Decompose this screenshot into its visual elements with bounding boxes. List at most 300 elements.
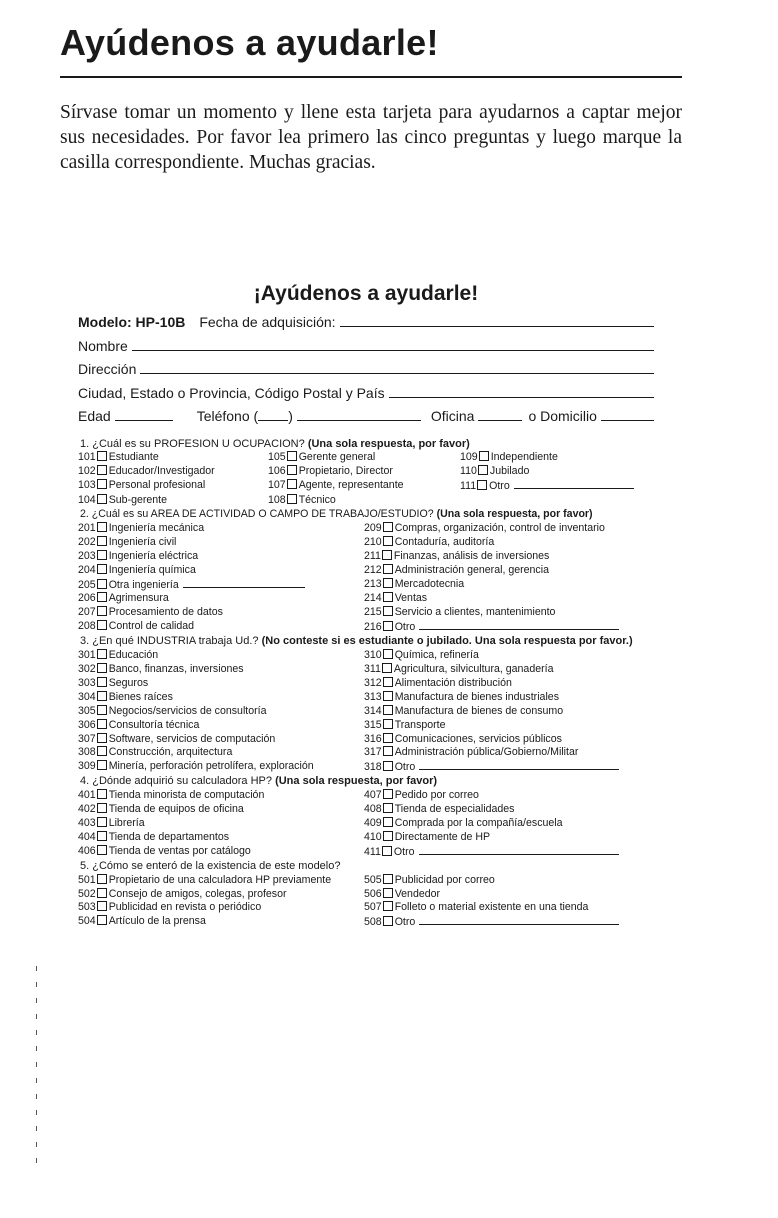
option-code: 212 bbox=[364, 563, 382, 576]
option-item[interactable] bbox=[78, 620, 364, 635]
other-field[interactable] bbox=[514, 479, 634, 489]
option-label: Otro bbox=[394, 916, 416, 929]
option-item[interactable] bbox=[78, 677, 364, 691]
checkbox[interactable] bbox=[97, 620, 107, 630]
option-label: Vendedor bbox=[394, 887, 441, 900]
checkbox[interactable] bbox=[383, 901, 393, 911]
area-code-field[interactable] bbox=[258, 408, 288, 421]
option-label: Otro bbox=[394, 761, 416, 774]
option-code: 315 bbox=[364, 718, 382, 731]
option-label: Ingeniería química bbox=[108, 563, 196, 576]
option-code: 211 bbox=[364, 549, 381, 562]
option-label: Manufactura de bienes industriales bbox=[394, 690, 559, 703]
perforation-mark bbox=[36, 1046, 37, 1051]
option-item[interactable] bbox=[364, 901, 654, 915]
option-code: 401 bbox=[78, 789, 96, 802]
option-item[interactable] bbox=[78, 888, 364, 902]
option-code: 503 bbox=[78, 901, 96, 914]
perforation-mark bbox=[36, 1030, 37, 1035]
question-3-text bbox=[78, 635, 654, 649]
option-item[interactable] bbox=[78, 803, 364, 817]
option-item[interactable] bbox=[78, 663, 364, 677]
option-label: Pedido por correo bbox=[394, 789, 479, 802]
question-text: 2. ¿Cuál es su AREA DE ACTIVIDAD O CAMPO DE TRABAJO/ESTUDIO? bbox=[80, 508, 434, 521]
option-label: Tienda de departamentos bbox=[108, 830, 230, 843]
option-code: 213 bbox=[364, 577, 382, 590]
checkbox[interactable] bbox=[97, 746, 107, 756]
checkbox[interactable] bbox=[97, 465, 107, 475]
question-3-options bbox=[78, 649, 654, 775]
card-title: ¡Ayúdenos a ayudarle! bbox=[253, 282, 479, 305]
option-item[interactable] bbox=[78, 592, 364, 606]
checkbox[interactable] bbox=[383, 592, 393, 602]
checkbox[interactable] bbox=[383, 621, 393, 631]
option-label: Agente, representante bbox=[298, 479, 404, 492]
checkbox[interactable] bbox=[97, 479, 107, 489]
option-item[interactable] bbox=[78, 536, 364, 550]
checkbox[interactable] bbox=[97, 451, 107, 461]
checkbox[interactable] bbox=[97, 845, 107, 855]
option-item[interactable] bbox=[78, 817, 364, 831]
option-label: Seguros bbox=[108, 676, 149, 689]
checkbox[interactable] bbox=[97, 803, 107, 813]
purchase-date-field[interactable] bbox=[340, 314, 654, 327]
checkbox[interactable] bbox=[477, 480, 487, 490]
option-code: 208 bbox=[78, 620, 96, 633]
option-item[interactable] bbox=[364, 719, 654, 733]
home-field[interactable] bbox=[601, 408, 654, 421]
survey-card bbox=[78, 282, 654, 930]
option-item[interactable] bbox=[364, 578, 654, 593]
option-item[interactable] bbox=[78, 578, 364, 593]
name-field[interactable] bbox=[132, 338, 654, 351]
option-code: 318 bbox=[364, 761, 382, 774]
option-item[interactable] bbox=[78, 550, 364, 564]
option-label: Administración pública/Gobierno/Militar bbox=[394, 746, 579, 759]
option-code: 407 bbox=[364, 789, 382, 802]
option-item[interactable] bbox=[78, 746, 364, 760]
city-line bbox=[78, 385, 654, 409]
option-item[interactable] bbox=[78, 705, 364, 719]
question-4-options bbox=[78, 789, 654, 860]
checkbox[interactable] bbox=[383, 874, 393, 884]
option-code: 205 bbox=[78, 578, 96, 591]
checkbox[interactable] bbox=[383, 564, 393, 574]
other-field[interactable] bbox=[419, 620, 619, 630]
option-code: 316 bbox=[364, 732, 382, 745]
option-item[interactable] bbox=[78, 606, 364, 620]
checkbox[interactable] bbox=[383, 691, 393, 701]
option-item[interactable] bbox=[364, 663, 654, 677]
option-code: 203 bbox=[78, 549, 96, 562]
option-item[interactable] bbox=[364, 536, 654, 550]
question-text: 5. ¿Cómo se enteró de la existencia de este modelo? bbox=[80, 859, 341, 872]
checkbox[interactable] bbox=[97, 649, 107, 659]
option-label: Directamente de HP bbox=[394, 830, 491, 843]
option-code: 306 bbox=[78, 718, 96, 731]
option-code: 303 bbox=[78, 676, 96, 689]
checkbox[interactable] bbox=[382, 663, 392, 673]
question-2 bbox=[78, 508, 654, 635]
option-code: 107 bbox=[268, 479, 286, 492]
option-code: 305 bbox=[78, 704, 96, 717]
option-label: Transporte bbox=[394, 718, 446, 731]
question-note: (Una sola respuesta, por favor) bbox=[436, 508, 593, 521]
option-item[interactable] bbox=[78, 451, 268, 465]
option-code: 311 bbox=[364, 663, 381, 675]
option-code: 505 bbox=[364, 873, 382, 886]
option-item[interactable] bbox=[78, 901, 364, 915]
option-label: Ingeniería civil bbox=[108, 535, 177, 548]
question-5-options bbox=[78, 874, 654, 931]
option-label: Procesamiento de datos bbox=[108, 606, 223, 619]
option-item[interactable] bbox=[364, 746, 654, 760]
option-label: Propietario de una calculadora HP previamente bbox=[108, 873, 332, 886]
checkbox[interactable] bbox=[383, 677, 393, 687]
checkbox[interactable] bbox=[478, 465, 488, 475]
option-item[interactable] bbox=[364, 705, 654, 719]
option-label: Tienda minorista de computación bbox=[108, 789, 265, 802]
option-label: Otro bbox=[489, 480, 510, 493]
purchase-date-label: Fecha de adquisición: bbox=[199, 314, 336, 330]
option-code: 209 bbox=[364, 521, 382, 534]
option-label: Publicidad por correo bbox=[394, 873, 495, 886]
checkbox[interactable] bbox=[383, 649, 393, 659]
option-code: 404 bbox=[78, 830, 96, 843]
checkbox[interactable] bbox=[383, 817, 393, 827]
option-item[interactable] bbox=[78, 691, 364, 705]
checkbox[interactable] bbox=[97, 719, 107, 729]
option-label: Otro bbox=[394, 621, 416, 634]
option-item[interactable] bbox=[364, 888, 654, 902]
question-1-text bbox=[78, 438, 654, 452]
option-item[interactable] bbox=[364, 606, 654, 620]
option-code: 108 bbox=[268, 494, 286, 507]
option-label: Librería bbox=[108, 816, 145, 829]
option-item[interactable] bbox=[364, 550, 654, 564]
checkbox[interactable] bbox=[383, 831, 393, 841]
checkbox[interactable] bbox=[383, 536, 393, 546]
option-code: 201 bbox=[78, 521, 96, 534]
option-item[interactable] bbox=[78, 522, 364, 536]
phone-field[interactable] bbox=[297, 408, 421, 421]
option-item[interactable] bbox=[78, 874, 364, 888]
option-label: Ingeniería eléctrica bbox=[108, 549, 199, 562]
option-label: Educación bbox=[108, 649, 159, 662]
checkbox[interactable] bbox=[97, 550, 107, 560]
option-label: Administración general, gerencia bbox=[394, 563, 549, 576]
option-item[interactable] bbox=[78, 733, 364, 747]
option-item[interactable] bbox=[78, 760, 364, 775]
option-label: Consultoría técnica bbox=[108, 718, 200, 731]
option-label: Compras, organización, control de inventario bbox=[394, 521, 605, 534]
option-code: 111 bbox=[460, 480, 477, 493]
option-label: Comprada por la compañía/escuela bbox=[394, 816, 563, 829]
option-label: Folleto o material existente en una tienda bbox=[394, 901, 589, 914]
option-item[interactable] bbox=[364, 592, 654, 606]
option-item[interactable] bbox=[78, 845, 364, 860]
option-item[interactable] bbox=[364, 803, 654, 817]
option-item[interactable] bbox=[364, 845, 654, 860]
option-code: 308 bbox=[78, 746, 96, 759]
option-code: 317 bbox=[364, 746, 382, 759]
checkbox[interactable] bbox=[382, 846, 392, 856]
checkbox[interactable] bbox=[383, 733, 393, 743]
option-item[interactable] bbox=[78, 789, 364, 803]
contact-line bbox=[78, 408, 654, 432]
question-text: 1. ¿Cuál es su PROFESION U OCUPACION? bbox=[80, 437, 305, 450]
option-item[interactable] bbox=[78, 564, 364, 578]
checkbox[interactable] bbox=[287, 451, 297, 461]
option-label: Publicidad en revista o periódico bbox=[108, 901, 262, 914]
checkbox[interactable] bbox=[97, 606, 107, 616]
model-label: Modelo: HP-10B bbox=[78, 314, 186, 330]
question-2-text bbox=[78, 508, 654, 522]
office-field[interactable] bbox=[478, 408, 522, 421]
checkbox[interactable] bbox=[97, 522, 107, 532]
checkbox[interactable] bbox=[97, 663, 107, 673]
checkbox[interactable] bbox=[97, 494, 107, 504]
option-code: 202 bbox=[78, 535, 96, 548]
option-code: 406 bbox=[78, 844, 96, 857]
option-item[interactable] bbox=[268, 479, 460, 494]
address-field[interactable] bbox=[140, 361, 654, 374]
name-line bbox=[78, 338, 654, 362]
option-code: 411 bbox=[364, 845, 381, 858]
option-item[interactable] bbox=[78, 915, 364, 930]
checkbox[interactable] bbox=[97, 677, 107, 687]
checkbox[interactable] bbox=[383, 789, 393, 799]
option-label: Software, servicios de computación bbox=[108, 732, 276, 745]
option-item[interactable] bbox=[364, 691, 654, 705]
option-item[interactable] bbox=[78, 465, 268, 479]
option-label: Comunicaciones, servicios públicos bbox=[394, 732, 562, 745]
checkbox[interactable] bbox=[97, 592, 107, 602]
checkbox[interactable] bbox=[97, 733, 107, 743]
option-code: 310 bbox=[364, 649, 382, 662]
question-2-options bbox=[78, 522, 654, 635]
option-label: Servicio a clientes, mantenimiento bbox=[394, 606, 556, 619]
option-item[interactable] bbox=[364, 831, 654, 845]
option-code: 506 bbox=[364, 887, 382, 900]
option-item[interactable] bbox=[364, 677, 654, 691]
option-item[interactable] bbox=[460, 465, 654, 479]
other-field[interactable] bbox=[419, 760, 619, 770]
perforation-mark bbox=[36, 982, 37, 987]
age-label: Edad bbox=[78, 408, 111, 424]
option-code: 206 bbox=[78, 592, 96, 605]
perforation-mark bbox=[36, 1110, 37, 1115]
checkbox[interactable] bbox=[383, 719, 393, 729]
option-label: Otra ingeniería bbox=[108, 578, 179, 591]
home-label: o Domicilio bbox=[528, 408, 597, 424]
option-item[interactable] bbox=[460, 479, 654, 494]
checkbox[interactable] bbox=[97, 579, 107, 589]
checkbox[interactable] bbox=[97, 536, 107, 546]
option-label: Construcción, arquitectura bbox=[108, 746, 233, 759]
option-code: 501 bbox=[78, 873, 96, 886]
checkbox[interactable] bbox=[383, 705, 393, 715]
option-code: 313 bbox=[364, 690, 382, 703]
other-field[interactable] bbox=[183, 578, 305, 588]
question-4 bbox=[78, 775, 654, 859]
option-label: Ingeniería mecánica bbox=[108, 521, 205, 534]
option-label: Estudiante bbox=[108, 451, 159, 464]
option-code: 215 bbox=[364, 606, 382, 619]
checkbox[interactable] bbox=[287, 465, 297, 475]
option-item[interactable] bbox=[364, 733, 654, 747]
checkbox[interactable] bbox=[97, 705, 107, 715]
checkbox[interactable] bbox=[97, 831, 107, 841]
checkbox[interactable] bbox=[382, 550, 392, 560]
option-label: Educador/Investigador bbox=[108, 465, 215, 478]
option-code: 507 bbox=[364, 901, 382, 914]
checkbox[interactable] bbox=[97, 874, 107, 884]
question-3 bbox=[78, 635, 654, 775]
option-label: Otro bbox=[393, 845, 415, 858]
option-item[interactable] bbox=[364, 620, 654, 635]
option-item[interactable] bbox=[364, 760, 654, 775]
option-label: Jubilado bbox=[489, 465, 530, 478]
checkbox[interactable] bbox=[383, 522, 393, 532]
other-field[interactable] bbox=[419, 915, 619, 925]
checkbox[interactable] bbox=[97, 817, 107, 827]
option-label: Alimentación distribución bbox=[394, 676, 512, 689]
checkbox[interactable] bbox=[97, 888, 107, 898]
city-label: Ciudad, Estado o Provincia, Código Postal y País bbox=[78, 384, 385, 401]
perforation-mark bbox=[36, 1142, 37, 1147]
option-label: Artículo de la prensa bbox=[108, 915, 206, 928]
option-label: Tienda de ventas por catálogo bbox=[108, 844, 251, 857]
option-code: 109 bbox=[460, 451, 478, 464]
checkbox[interactable] bbox=[97, 789, 107, 799]
option-item[interactable] bbox=[364, 649, 654, 663]
checkbox[interactable] bbox=[383, 578, 393, 588]
checkbox[interactable] bbox=[97, 760, 107, 770]
option-code: 508 bbox=[364, 916, 382, 929]
question-1-options bbox=[78, 451, 654, 508]
checkbox[interactable] bbox=[479, 451, 489, 461]
checkbox[interactable] bbox=[97, 691, 107, 701]
option-label: Banco, finanzas, inversiones bbox=[108, 663, 244, 675]
option-item[interactable] bbox=[268, 494, 460, 508]
checkbox[interactable] bbox=[97, 915, 107, 925]
option-code: 216 bbox=[364, 621, 382, 634]
option-item[interactable] bbox=[78, 649, 364, 663]
city-field[interactable] bbox=[389, 385, 654, 398]
option-code: 301 bbox=[78, 649, 96, 662]
option-label: Control de calidad bbox=[108, 620, 195, 633]
checkbox[interactable] bbox=[287, 479, 297, 489]
option-label: Negocios/servicios de consultoría bbox=[108, 704, 267, 717]
perforation-mark bbox=[36, 1062, 37, 1067]
age-field[interactable] bbox=[115, 408, 173, 421]
option-item[interactable] bbox=[268, 465, 460, 479]
question-note: (Una sola respuesta, por favor) bbox=[307, 437, 470, 450]
option-item[interactable] bbox=[78, 479, 268, 494]
option-code: 312 bbox=[364, 676, 382, 689]
checkbox[interactable] bbox=[383, 746, 393, 756]
checkbox[interactable] bbox=[383, 888, 393, 898]
model-line bbox=[78, 314, 654, 338]
question-4-text bbox=[78, 775, 654, 789]
option-code: 105 bbox=[268, 451, 286, 464]
option-code: 302 bbox=[78, 663, 96, 675]
option-code: 110 bbox=[460, 465, 477, 478]
perforation-mark bbox=[36, 998, 37, 1003]
option-label: Técnico bbox=[298, 494, 336, 507]
option-code: 410 bbox=[364, 830, 382, 843]
option-code: 307 bbox=[78, 732, 96, 745]
address-label: Dirección bbox=[78, 361, 137, 377]
checkbox[interactable] bbox=[383, 606, 393, 616]
checkbox[interactable] bbox=[383, 761, 393, 771]
other-field[interactable] bbox=[419, 845, 619, 855]
page-title: Ayúdenos a ayudarle! bbox=[60, 22, 439, 63]
option-item[interactable] bbox=[460, 451, 654, 465]
question-5-text bbox=[78, 860, 654, 874]
checkbox[interactable] bbox=[383, 916, 393, 926]
option-label: Sub-gerente bbox=[108, 494, 167, 507]
checkbox[interactable] bbox=[97, 901, 107, 911]
option-item[interactable] bbox=[78, 494, 268, 508]
option-label: Finanzas, análisis de inversiones bbox=[393, 549, 550, 562]
option-label: Independiente bbox=[490, 451, 558, 464]
option-label: Ventas bbox=[394, 592, 428, 605]
option-item[interactable] bbox=[364, 564, 654, 578]
checkbox[interactable] bbox=[287, 494, 297, 504]
checkbox[interactable] bbox=[383, 803, 393, 813]
question-1 bbox=[78, 438, 654, 509]
option-label: Tienda de equipos de oficina bbox=[108, 803, 244, 816]
name-label: Nombre bbox=[78, 337, 128, 354]
option-item[interactable] bbox=[364, 915, 654, 930]
option-label: Mercadotecnia bbox=[394, 577, 465, 590]
option-label: Contaduría, auditoría bbox=[394, 535, 495, 548]
option-code: 314 bbox=[364, 704, 382, 717]
option-label: Personal profesional bbox=[108, 479, 206, 492]
option-item[interactable] bbox=[78, 719, 364, 733]
option-code: 204 bbox=[78, 563, 96, 576]
checkbox[interactable] bbox=[97, 564, 107, 574]
perforation-mark bbox=[36, 966, 37, 971]
phone-label: Teléfono ( bbox=[196, 408, 259, 424]
option-label: Gerente general bbox=[298, 451, 376, 464]
option-code: 104 bbox=[78, 494, 96, 507]
option-code: 101 bbox=[78, 451, 96, 464]
phone-close: ) bbox=[288, 408, 293, 424]
option-label: Agrimensura bbox=[108, 592, 169, 605]
question-text: 3. ¿En qué INDUSTRIA trabaja Ud.? bbox=[80, 635, 259, 648]
option-code: 207 bbox=[78, 606, 96, 619]
option-item[interactable] bbox=[364, 874, 654, 888]
option-code: 106 bbox=[268, 465, 286, 478]
option-code: 309 bbox=[78, 760, 96, 773]
option-item[interactable] bbox=[364, 789, 654, 803]
option-code: 504 bbox=[78, 915, 96, 928]
perforation-mark bbox=[36, 1094, 37, 1099]
option-item[interactable] bbox=[364, 522, 654, 536]
option-item[interactable] bbox=[364, 817, 654, 831]
option-code: 102 bbox=[78, 465, 96, 478]
option-item[interactable] bbox=[78, 831, 364, 845]
option-code: 210 bbox=[364, 535, 382, 548]
option-label: Propietario, Director bbox=[298, 465, 393, 478]
option-item[interactable] bbox=[268, 451, 460, 465]
question-text: 4. ¿Dónde adquirió su calculadora HP? bbox=[80, 775, 273, 788]
intro-paragraph: Sírvase tomar un momento y llene esta tarjeta para ayudarnos a captar mejor sus necesidades. Por favor lea primero las cinco preguntas y luego marque la casilla correspondiente. Muchas gracias. bbox=[60, 102, 682, 173]
title-divider bbox=[60, 76, 682, 78]
